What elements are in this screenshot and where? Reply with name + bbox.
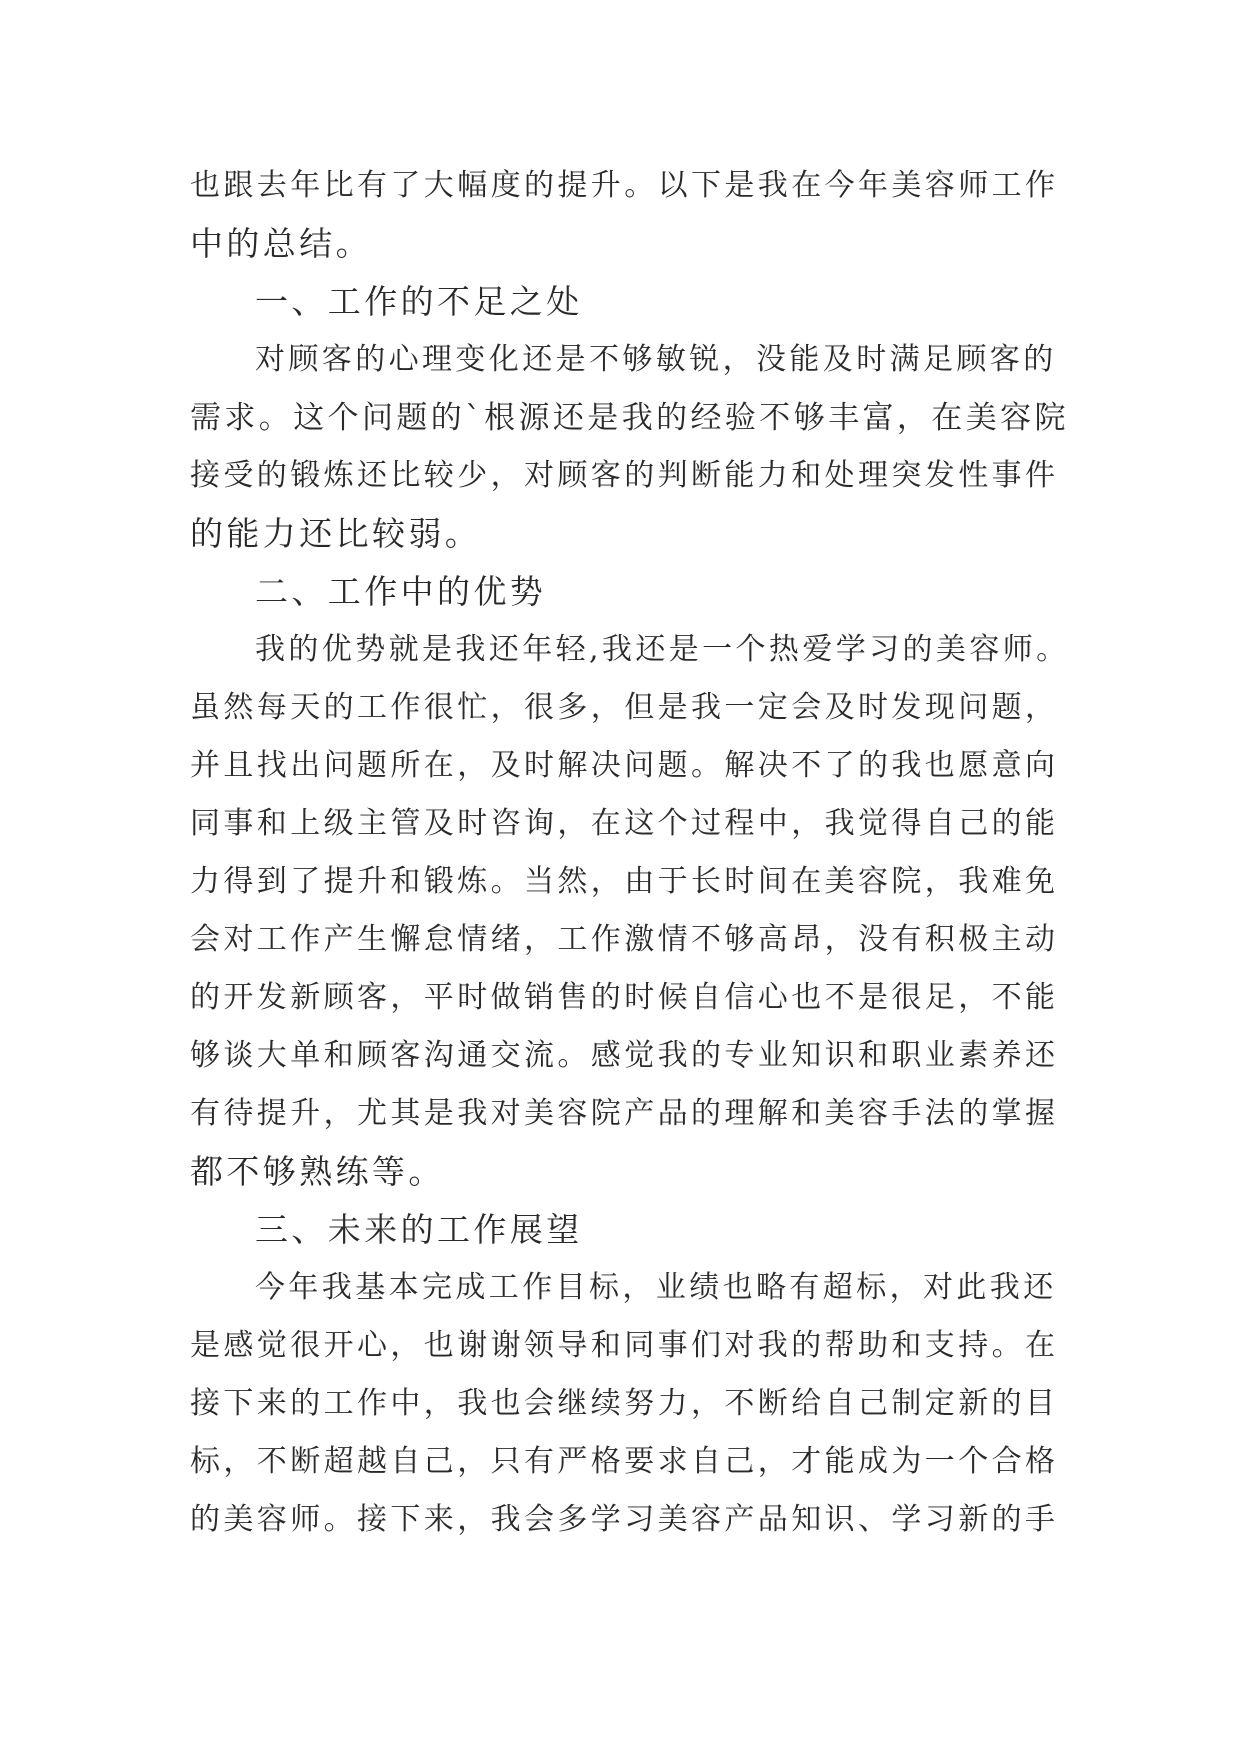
paragraph-first-line: 今年我基本完成工作目标，业绩也略有超标，对此我还 [255,1270,1057,1305]
text-line: 虽然每天的工作很忙，很多，但是我一定会及时发现问题， [190,690,1059,725]
text-line: 会对工作产生懈怠情绪，工作激情不够高昂，没有积极主动 [190,922,1059,957]
text-line: 也跟去年比有了大幅度的提升。以下是我在今年美容师工作 [190,168,1059,203]
text-line: 够谈大单和顾客沟通交流。感觉我的专业知识和职业素养还 [190,1038,1059,1073]
text-line: 有待提升，尤其是我对美容院产品的理解和美容手法的掌握 [190,1096,1059,1131]
text-line: 的美容师。接下来，我会多学习美容产品知识、学习新的手 [190,1502,1059,1537]
section-heading: 三、未来的工作展望 [255,1210,583,1249]
text-line: 中的总结。 [190,224,372,263]
text-line: 的能力还比较弱。 [190,514,482,553]
section-heading: 一、工作的不足之处 [255,282,583,321]
text-line: 是感觉很开心，也谢谢领导和同事们对我的帮助和支持。在 [190,1328,1059,1363]
text-line: 接受的锻炼还比较少，对顾客的判断能力和处理突发性事件 [190,458,1059,493]
text-line: 并且找出问题所在，及时解决问题。解决不了的我也愿意向 [190,748,1059,783]
text-line: 同事和上级主管及时咨询，在这个过程中，我觉得自己的能 [190,806,1059,841]
paragraph-first-line: 我的优势就是我还年轻,我还是一个热爱学习的美容师。 [255,632,1070,667]
text-line: 都不够熟练等。 [190,1152,445,1191]
section-heading: 二、工作中的优势 [255,572,547,611]
paragraph-first-line: 对顾客的心理变化还是不够敏锐，没能及时满足顾客的 [255,342,1057,377]
text-line: 需求。这个问题的`根源还是我的经验不够丰富，在美容院 [190,400,1069,436]
text-line: 标，不断超越自己，只有严格要求自己，才能成为一个合格 [190,1444,1059,1479]
text-line: 接下来的工作中，我也会继续努力，不断给自己制定新的目 [190,1386,1059,1421]
text-line: 力得到了提升和锻炼。当然，由于长时间在美容院，我难免 [190,864,1059,899]
text-line: 的开发新顾客，平时做销售的时候自信心也不是很足，不能 [190,980,1059,1015]
